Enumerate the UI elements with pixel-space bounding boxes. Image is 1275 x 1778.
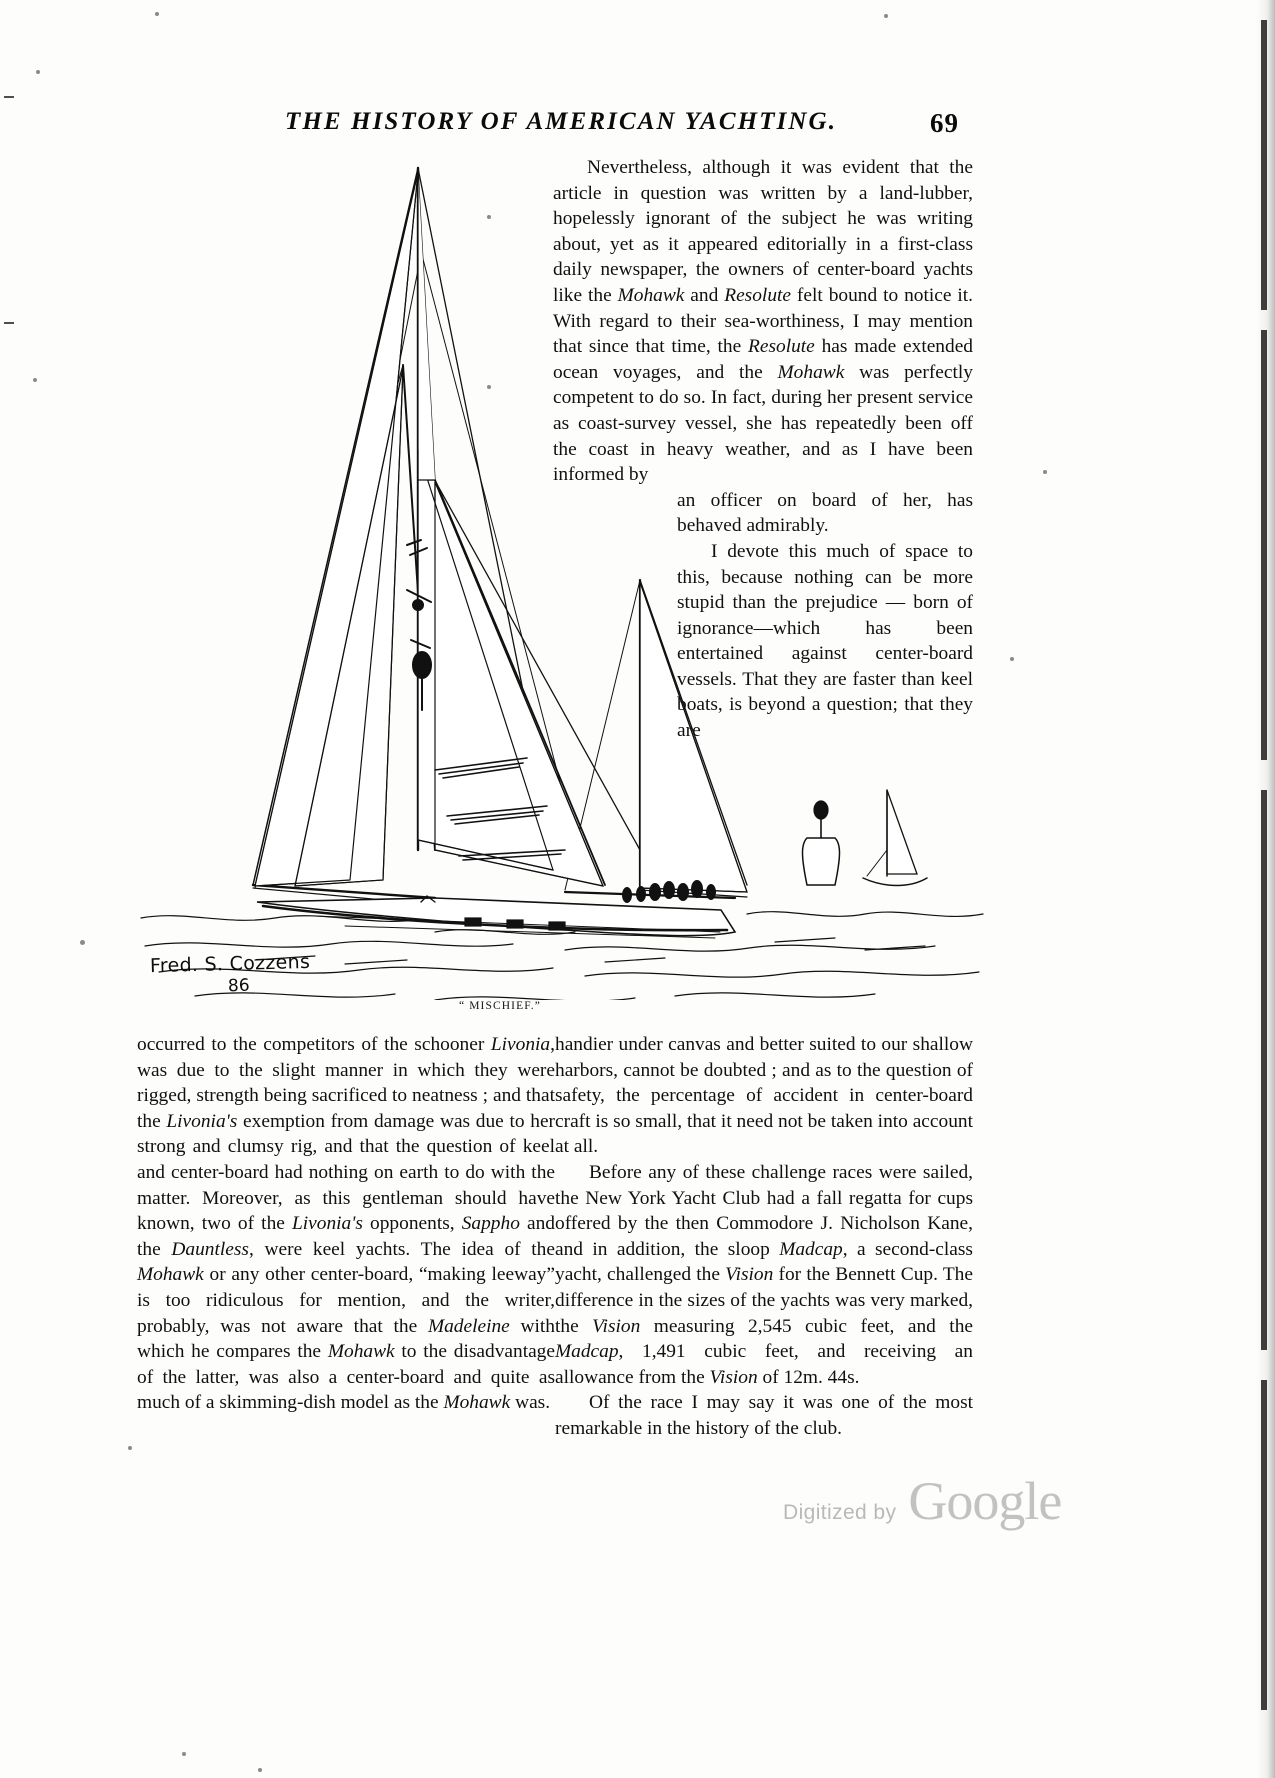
- watermark-brand: Google: [908, 1471, 1062, 1531]
- top-paragraph-one-tail: an officer on board of her, has behaved admirably.: [677, 489, 973, 537]
- scan-speck: [884, 14, 888, 18]
- text-run: opponents,: [362, 1213, 462, 1235]
- text-run: exemption from damage was due to her strong and clumsy rig, and that the question of keel and center-board had nothing on earth to do with the matter. Moreover, as this gentleman should have known, two of the: [137, 1110, 556, 1235]
- ship-name-dauntless: Dauntless: [171, 1238, 249, 1260]
- digitized-by-google-watermark: [783, 1470, 1061, 1532]
- ship-name-livonias: Livonia's: [291, 1213, 363, 1235]
- text-run: Nevertheless, although it was evident that the article in question was written by a land-lubber, hopelessly ignorant of the subject he was writing about, yet as it appeared editorially in a first-class daily newspaper, the owners of center-board yachts like the: [553, 157, 973, 306]
- background-buoy: [803, 801, 840, 885]
- background-sloop: [863, 790, 927, 886]
- text-run: felt bound to notice it. With regard to their sea-worthiness, I may mention that since that time, the: [553, 284, 973, 358]
- artist-signature-year: 86: [227, 975, 250, 997]
- body-column-right: [555, 1032, 973, 1442]
- scan-speck: [128, 1446, 132, 1450]
- right-paragraph-one: handier under canvas and better suited to our shallow harbors, cannot be doubted ; and as to the question of safety, the percentage of accident in center-board craft is so small, that it need not be taken into account at all.: [555, 1034, 973, 1158]
- text-run: to the disadvantage of the latter, was also a center-board and quite as much of a skimming-dish model as the: [137, 1341, 555, 1414]
- watermark-label: Digitized by: [783, 1501, 897, 1524]
- ship-name-resolute: Resolute: [724, 284, 792, 306]
- left-paragraph-one: [137, 1032, 555, 1416]
- text-run: and the: [137, 1213, 555, 1260]
- text-run: of 12m. 44s.: [757, 1366, 860, 1388]
- top-paragraph-one: [553, 155, 973, 488]
- body-column-left: [137, 1032, 555, 1416]
- top-paragraph-two: I devote this much of space to this, because nothing can be more stupid than the prejudice — born of ignorance—which has been entertained against center-board vessels. That they are faster than keel boats, is beyond a question; that they are: [677, 540, 973, 742]
- ship-name-vision: Vision: [725, 1264, 774, 1286]
- ship-name-livonias: Livonia's: [166, 1110, 238, 1132]
- running-head: [285, 108, 1000, 136]
- ship-name-vision: Vision: [709, 1366, 758, 1388]
- scan-speck: [80, 940, 85, 945]
- ship-name-mohawk: Mohawk: [443, 1392, 511, 1414]
- ship-name-mohawk: Mohawk: [327, 1341, 395, 1363]
- artist-signature: Fred. S. Cozzens: [149, 950, 311, 978]
- text-run: , was due to the slight manner in which they were rigged, strength being sacrificed to neatness ; and that the: [137, 1034, 555, 1132]
- right-paragraph-two: [555, 1160, 973, 1390]
- gutter-tick-two: [4, 322, 14, 324]
- ship-name-madcap: Madcap: [779, 1238, 843, 1260]
- scan-speck: [258, 1768, 262, 1772]
- binding-mark-mid: [1261, 330, 1267, 760]
- ship-name-mohawk: Mohawk: [137, 1264, 204, 1286]
- scan-speck: [33, 378, 37, 382]
- figure-caption: “ MISCHIEF.”: [459, 1000, 541, 1012]
- ship-name-sappho: Sappho: [461, 1213, 520, 1235]
- page-number: 69: [930, 108, 959, 138]
- binding-mark-top: [1261, 20, 1267, 310]
- text-run: and: [684, 284, 725, 306]
- text-run: occurred to the competitors of the schooner: [137, 1034, 491, 1055]
- binding-mark-bottom: [1261, 1380, 1267, 1710]
- scan-speck: [182, 1752, 186, 1756]
- scan-speck: [1043, 470, 1047, 474]
- ship-name-mohawk: Mohawk: [617, 284, 685, 306]
- text-run: with which he compares the: [137, 1315, 555, 1363]
- ship-name-mohawk: Mohawk: [777, 361, 845, 383]
- text-run: , 1,491 cubic feet, and receiving an allowance from the: [555, 1341, 973, 1388]
- text-run: was.: [510, 1392, 551, 1414]
- ship-name-madeleine: Madeleine: [427, 1315, 510, 1337]
- text-run: was perfectly competent to do so. In fact, during her present service as coast-survey vessel, she has repeatedly been off the coast in heavy weather, and as I have been informed by: [553, 361, 973, 486]
- scan-speck: [155, 12, 159, 16]
- text-run: or any other center-board, “making leeway” is too ridiculous for mention, and the writer, probably, was not aware that the: [137, 1264, 555, 1337]
- text-run: measuring 2,545 cubic feet, and the: [640, 1315, 973, 1337]
- top-text-block: [553, 155, 973, 744]
- ship-name-madcap: Madcap: [555, 1341, 619, 1363]
- running-head-title: THE HISTORY OF AMERICAN YACHTING.: [285, 108, 838, 135]
- ship-name-vision: Vision: [592, 1315, 641, 1337]
- scan-speck: [1010, 657, 1014, 661]
- text-run: has made extended ocean voyages, and the: [553, 336, 974, 383]
- text-run: , a second-class yacht, challenged the: [555, 1238, 973, 1286]
- gutter-tick-one: [4, 96, 14, 98]
- ship-name-livonia: Livonia: [490, 1034, 551, 1055]
- text-run: Before any of these challenge races were sailed, the New York Yacht Club had a fall regatta for cups offered by the then Commodore J. Nicholson Kane, and in addition, the sloop: [555, 1161, 973, 1260]
- right-paragraph-three: Of the race I may say it was one of the most remarkable in the history of the club.: [555, 1392, 973, 1439]
- scan-speck: [36, 70, 40, 74]
- text-run: for the Bennett Cup. The difference in the sizes of the yachts was very marked, the: [555, 1264, 973, 1337]
- text-run: , were keel yachts. The idea of the: [248, 1238, 555, 1260]
- ship-name-resolute: Resolute: [748, 336, 815, 358]
- binding-mark-low: [1261, 790, 1267, 1350]
